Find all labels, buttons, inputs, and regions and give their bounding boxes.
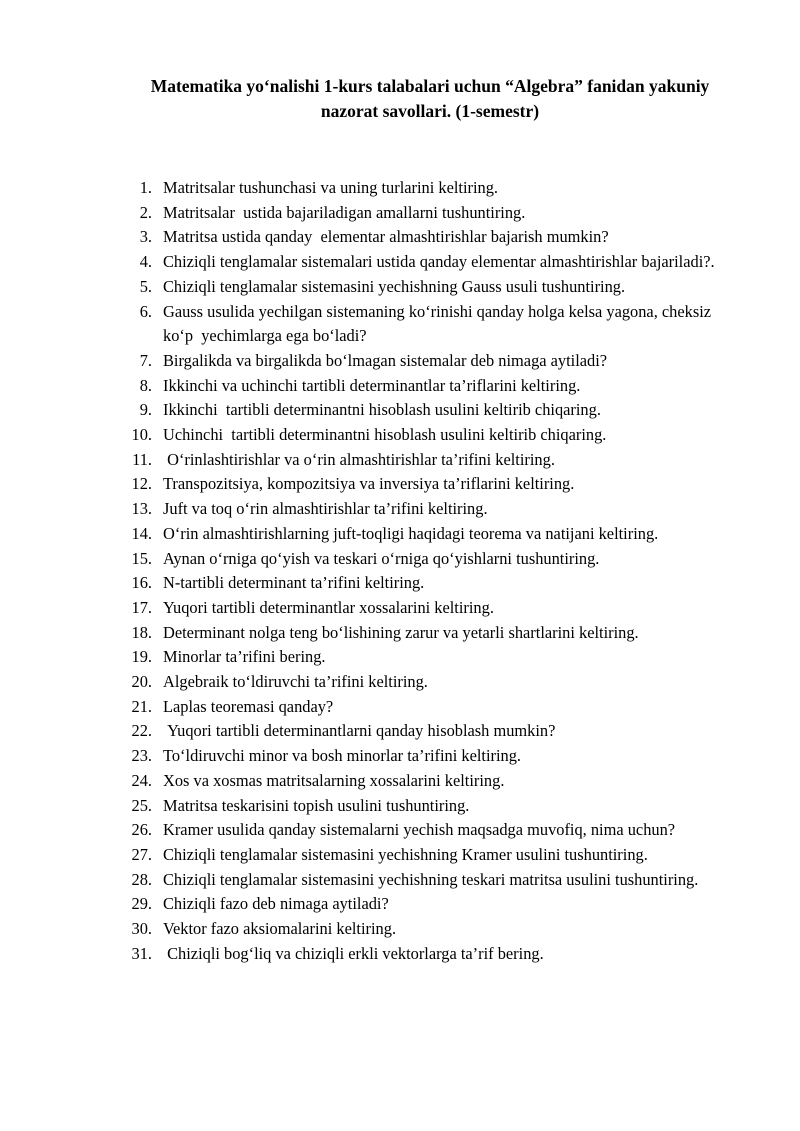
question-text: Birgalikda va birgalikda bo‘lmagan sistemalar deb nimaga aytiladi? (163, 350, 608, 370)
question-text: O‘rin almashtirishlarning juft-toqligi haqidagi teorema va natijani keltiring. (163, 523, 659, 543)
question-number: 8. (139, 375, 152, 395)
question-text: O‘rinlashtirishlar va o‘rin almashtirishlar ta’rifini keltiring. (163, 449, 555, 469)
question-text: Yuqori tartibli determinantlarni qanday hisoblash mumkin? (163, 721, 556, 741)
question-number: 13. (131, 499, 152, 519)
question-text: Determinant nolga teng bo‘lishining zarur va yetarli shartlarini keltiring. (163, 622, 639, 642)
question-item (0, 300, 800, 349)
question-item (0, 497, 800, 522)
question-text: Chiziqli bog‘liq va chiziqli erkli vektorlarga ta’rif bering. (163, 943, 544, 963)
question-text: Ikkinchi tartibli determinantni hisoblash usulini keltirib chiqaring. (163, 400, 601, 420)
question-item (0, 374, 800, 399)
question-item (0, 645, 800, 670)
question-text: Transpozitsiya, kompozitsiya va inversiya ta’riflarini keltiring. (163, 474, 575, 494)
question-number: 27. (131, 844, 152, 864)
question-text: Matritsalar ustida bajariladigan amallarni tushuntiring. (163, 202, 526, 222)
question-item (0, 818, 800, 843)
question-item (0, 472, 800, 497)
question-item (0, 868, 800, 893)
question-number: 15. (131, 548, 152, 568)
question-number: 17. (131, 597, 152, 617)
question-text: Matritsalar tushunchasi va uning turlarini keltiring. (163, 178, 499, 197)
question-item (0, 349, 800, 374)
question-text: Juft va toq o‘rin almashtirishlar ta’rifini keltiring. (163, 499, 488, 519)
question-text: Chiziqli fazo deb nimaga aytiladi? (163, 894, 389, 914)
question-number: 31. (131, 943, 152, 963)
question-number: 16. (131, 573, 152, 593)
question-text: Chiziqli tenglamalar sistemasini yechishning Gauss usuli tushuntiring. (163, 276, 626, 296)
question-item (0, 522, 800, 547)
question-number: 7. (139, 350, 152, 370)
question-item (0, 892, 800, 917)
question-text: Xos va xosmas matritsalarning xossalarini keltiring. (163, 770, 505, 790)
question-item (0, 398, 800, 423)
question-item (0, 201, 800, 226)
question-item (0, 225, 800, 250)
question-text: Chiziqli tenglamalar sistemasini yechishning teskari matritsa usulini tushuntiring. (163, 869, 699, 889)
question-item (0, 621, 800, 646)
question-item (0, 547, 800, 572)
question-text: Vektor fazo aksiomalarini keltiring. (163, 919, 397, 939)
question-number: 2. (139, 202, 152, 222)
question-number: 23. (131, 746, 152, 766)
title-line-2: nazorat savollari. (1-semestr) (320, 101, 540, 121)
question-text: Aynan o‘rniga qo‘yish va teskari o‘rniga qo‘yishlarni tushuntiring. (163, 548, 600, 568)
question-number: 19. (131, 647, 152, 667)
question-number: 12. (131, 474, 152, 494)
question-number: 14. (131, 523, 152, 543)
question-item (0, 843, 800, 868)
question-text: Chiziqli tenglamalar sistemasini yechishning Kramer usulini tushuntiring. (163, 844, 648, 864)
question-item (0, 571, 800, 596)
question-text: Matritsa teskarisini topish usulini tushuntiring. (163, 795, 470, 815)
question-item (0, 670, 800, 695)
page-title (100, 74, 760, 124)
question-number: 20. (131, 672, 152, 692)
question-number: 4. (139, 252, 152, 272)
question-text: Kramer usulida qanday sistemalarni yechish maqsadga muvofiq, nima uchun? (163, 820, 676, 840)
question-number: 10. (131, 425, 152, 445)
question-item (0, 275, 800, 300)
question-item (0, 744, 800, 769)
question-text: To‘ldiruvchi minor va bosh minorlar ta’rifini keltiring. (163, 746, 522, 766)
question-number: 11. (132, 449, 152, 469)
question-number: 24. (131, 770, 152, 790)
question-number: 22. (131, 721, 152, 741)
question-item (0, 942, 800, 967)
question-item (0, 596, 800, 621)
question-text: Ikkinchi va uchinchi tartibli determinantlar ta’riflarini keltiring. (163, 375, 581, 395)
question-number: 1. (139, 178, 152, 197)
question-number: 29. (131, 894, 152, 914)
question-number: 9. (139, 400, 152, 420)
question-text: N-tartibli determinant ta’rifini keltiring. (163, 573, 425, 593)
question-text: Minorlar ta’rifini bering. (163, 647, 326, 667)
question-number: 30. (131, 919, 152, 939)
question-number: 18. (131, 622, 152, 642)
question-text: Uchinchi tartibli determinantni hisoblash usulini keltirib chiqaring. (163, 425, 607, 445)
question-list (0, 176, 800, 967)
question-item (0, 423, 800, 448)
question-item (0, 250, 800, 275)
question-item (0, 719, 800, 744)
question-item (0, 917, 800, 942)
question-number: 5. (139, 276, 152, 296)
question-text: Chiziqli tenglamalar sistemalari ustida qanday elementar almashtirishlar bajariladi?. (163, 252, 715, 272)
title-line-1: Matematika yo‘nalishi 1-kurs talabalari uchun “Algebra” fanidan yakuniy (150, 76, 710, 96)
question-item (0, 176, 800, 201)
question-item (0, 695, 800, 720)
question-text: Gauss usulida yechilgan sistemaning ko‘rinishi qanday holga kelsa yagona, cheksiz ko‘p yechimlarga ega bo‘ladi? (163, 301, 716, 346)
question-item (0, 769, 800, 794)
question-text: Algebraik to‘ldiruvchi ta’rifini keltiring. (163, 672, 428, 692)
question-number: 26. (131, 820, 152, 840)
question-number: 28. (131, 869, 152, 889)
question-number: 6. (139, 301, 152, 321)
question-text: Matritsa ustida qanday elementar almashtirishlar bajarish mumkin? (163, 227, 609, 247)
question-item (0, 448, 800, 473)
question-text: Laplas teoremasi qanday? (163, 696, 334, 716)
question-number: 21. (131, 696, 152, 716)
question-number: 25. (131, 795, 152, 815)
question-item (0, 794, 800, 819)
question-number: 3. (139, 227, 152, 247)
question-text: Yuqori tartibli determinantlar xossalarini keltiring. (163, 597, 494, 617)
